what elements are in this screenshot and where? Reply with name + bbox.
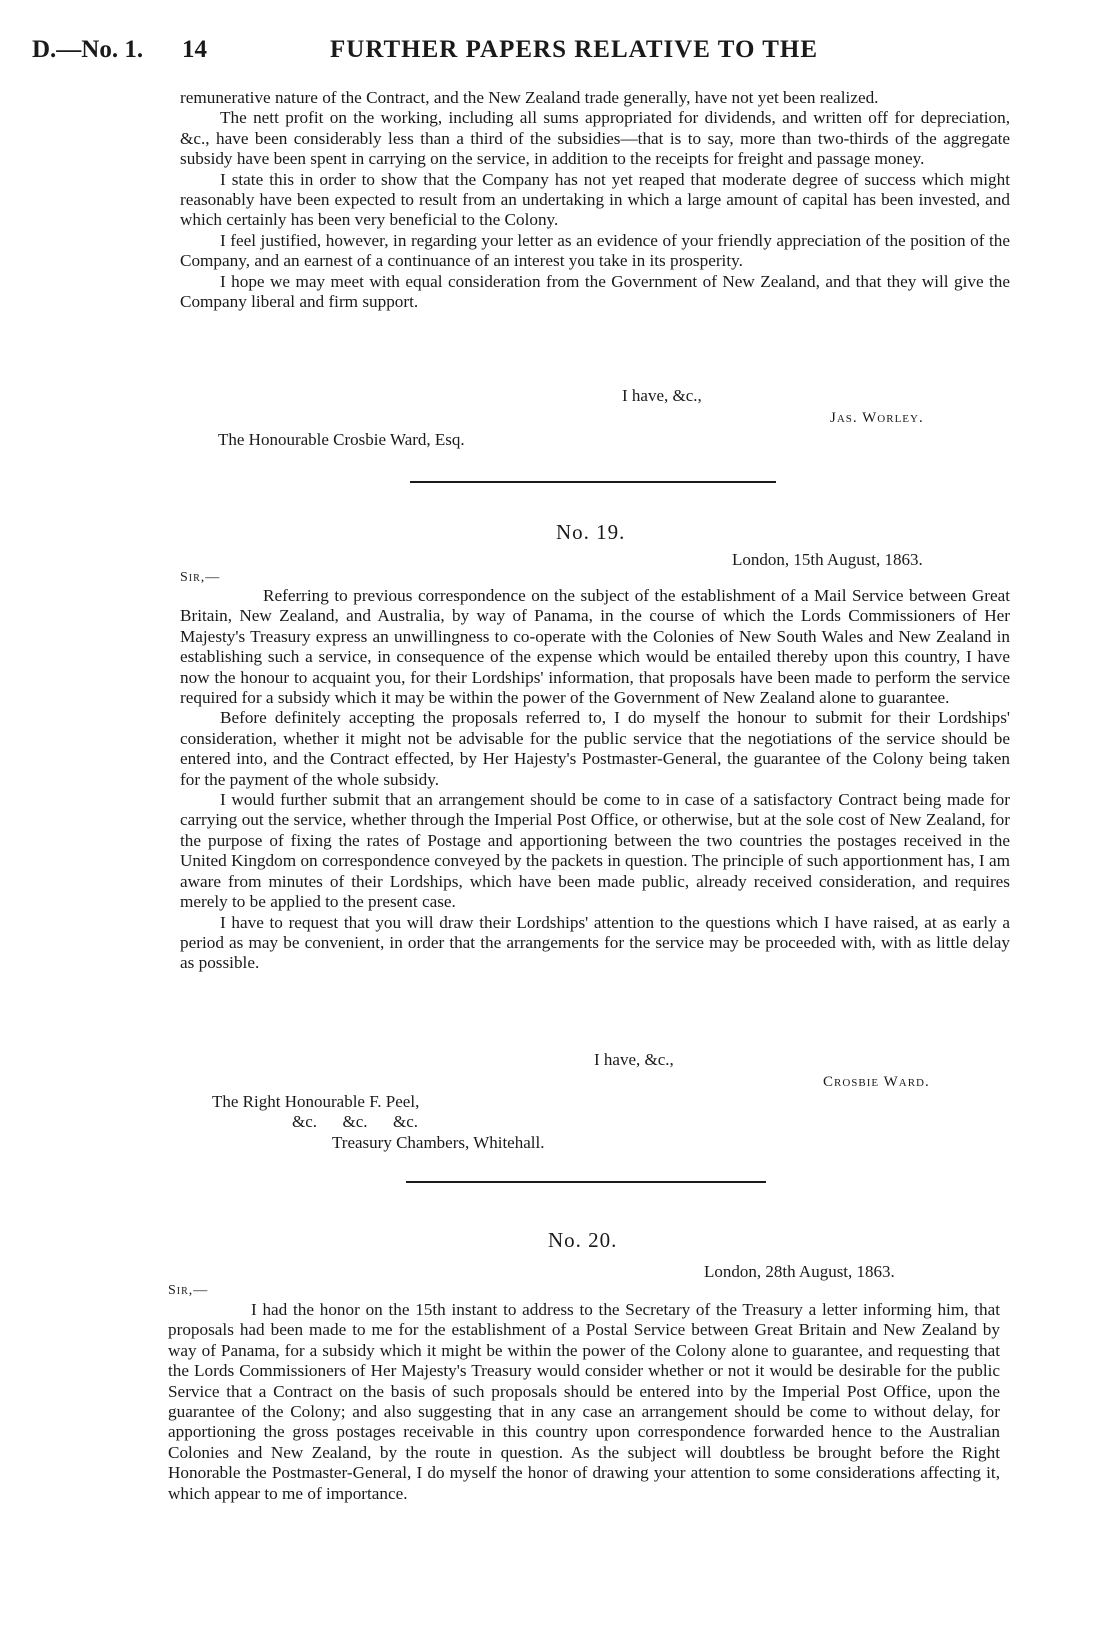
letter-20-salutation: Sir,— — [168, 1283, 209, 1298]
paragraph: remunerative nature of the Contract, and the New Zealand trade generally, have not yet been realized. — [180, 88, 879, 107]
running-title: FURTHER PAPERS RELATIVE TO THE — [330, 36, 819, 63]
letter-20-dateline: London, 28th August, 1863. — [704, 1262, 895, 1281]
paragraph: I state this in order to show that the Company has not yet reaped that moderate degree of success which might reasonably have been expected to result from an undertaking in which a large amount of capital has been invested, and which certainly has been very beneficial to the Colony. — [180, 169, 1010, 230]
page-header — [32, 36, 1082, 76]
letter-19-addressee-etc: &c. &c. &c. — [292, 1112, 419, 1131]
letter-19-salutation: Sir,— — [180, 570, 221, 585]
letter-19-addressee-name: The Right Honourable F. Peel, — [212, 1092, 420, 1111]
paragraph: The nett profit on the working, including all sums appropriated for dividends, and written off for depreciation, &c., have been considerably less than a third of the subsidies—that is to say, more than two-thirds of the aggregate subsidy have been spent in carrying on the service, in addition to the receipts for freight and passage money. — [180, 108, 1010, 169]
document-reference: D.—No. 1. — [32, 36, 144, 63]
paragraph: I had the honor on the 15th instant to address to the Secretary of the Treasury a letter informing him, that proposals had been made to me for the establishment of a Postal Service between Great Britain and New Zealand by way of Panama, for a subsidy which it might be within the power of the Colony alone to guarantee, and requesting that the Lords Commissioners of Her Majesty's Treasury would consider whether or not it would be desirable for the public Service that a Contract on the basis of such proposals should be entered into by the Imperial Post Office, upon the guarantee of the Colony; and also suggesting that in any case an arrangement should be come to without delay, for apportioning the gross postages receivable in this country upon correspondence forwarded hence to the Australian Colonies and New Zealand, by the route in question. As the subject will doubtless be brought before the Right Honorable the Postmaster-General, I do myself the honor of drawing your attention to some considerations affecting it, which appear to me of importance. — [168, 1300, 1000, 1503]
letter-18-body — [180, 88, 1010, 312]
paragraph: I feel justified, however, in regarding your letter as an evidence of your friendly appreciation of the position of the Company, and an earnest of a continuance of an interest you take in its prosperity. — [180, 230, 1010, 271]
letter-19-body — [180, 586, 1010, 974]
paragraph: I hope we may meet with equal consideration from the Government of New Zealand, and that they will give the Company liberal and firm support. — [180, 271, 1010, 312]
section-divider — [406, 1181, 766, 1183]
letter-18-closing: I have, &c., — [622, 386, 702, 405]
letter-19-addressee-address: Treasury Chambers, Whitehall. — [332, 1133, 545, 1152]
letter-19-number: No. 19. — [556, 520, 626, 544]
section-divider — [410, 481, 776, 483]
paragraph: Referring to previous correspondence on the subject of the establishment of a Mail Service between Great Britain, New Zealand, and Australia, by way of Panama, in the course of which the Lords Commissioners of Her Majesty's Treasury express an unwillingness to co-operate with the Colonies of New South Wales and New Zealand in establishing such a service, in consequence of the expense which would be entailed thereby upon this country, I have now the honour to acquaint you, for their Lordships' information, that proposals have been made to perform the service required for a subsidy which it may be within the power of the Government of New Zealand alone to guarantee. — [180, 586, 1010, 708]
paragraph: Before definitely accepting the proposals referred to, I do myself the honour to submit for their Lordships' consideration, whether it might not be advisable for the public service that the negotiations of the service should be entered into, and the Contract effected, by Her Hajesty's Postmaster-General, the guarantee of the Colony being taken for the payment of the whole subsidy. — [180, 708, 1010, 789]
letter-18-signature: Jas. Worley. — [830, 410, 924, 426]
letter-19-closing: I have, &c., — [594, 1050, 674, 1069]
letter-18-addressee: The Honourable Crosbie Ward, Esq. — [218, 430, 465, 449]
letter-20-body — [168, 1300, 1000, 1504]
paragraph: I would further submit that an arrangement should be come to in case of a satisfactory Contract being made for carrying out the service, whether through the Imperial Post Office, or otherwise, but at the sole cost of New Zealand, for the purpose of fixing the rates of Postage and apportioning between the two countries the postages received in the United Kingdom on correspondence conveyed by the packets in question. The principle of such apportionment has, I am aware from minutes of their Lordships, which have been made public, already received consideration, and requires merely to be applied to the present case. — [180, 790, 1010, 912]
letter-19-signature: Crosbie Ward. — [823, 1074, 930, 1090]
letter-20-number: No. 20. — [548, 1228, 618, 1252]
paragraph: I have to request that you will draw their Lordships' attention to the questions which I have raised, at as early a period as may be convenient, in order that the arrangements for the service may be proceeded with, with as little delay as possible. — [180, 912, 1010, 973]
page-number: 14 — [182, 36, 207, 63]
letter-19-dateline: London, 15th August, 1863. — [732, 550, 923, 569]
